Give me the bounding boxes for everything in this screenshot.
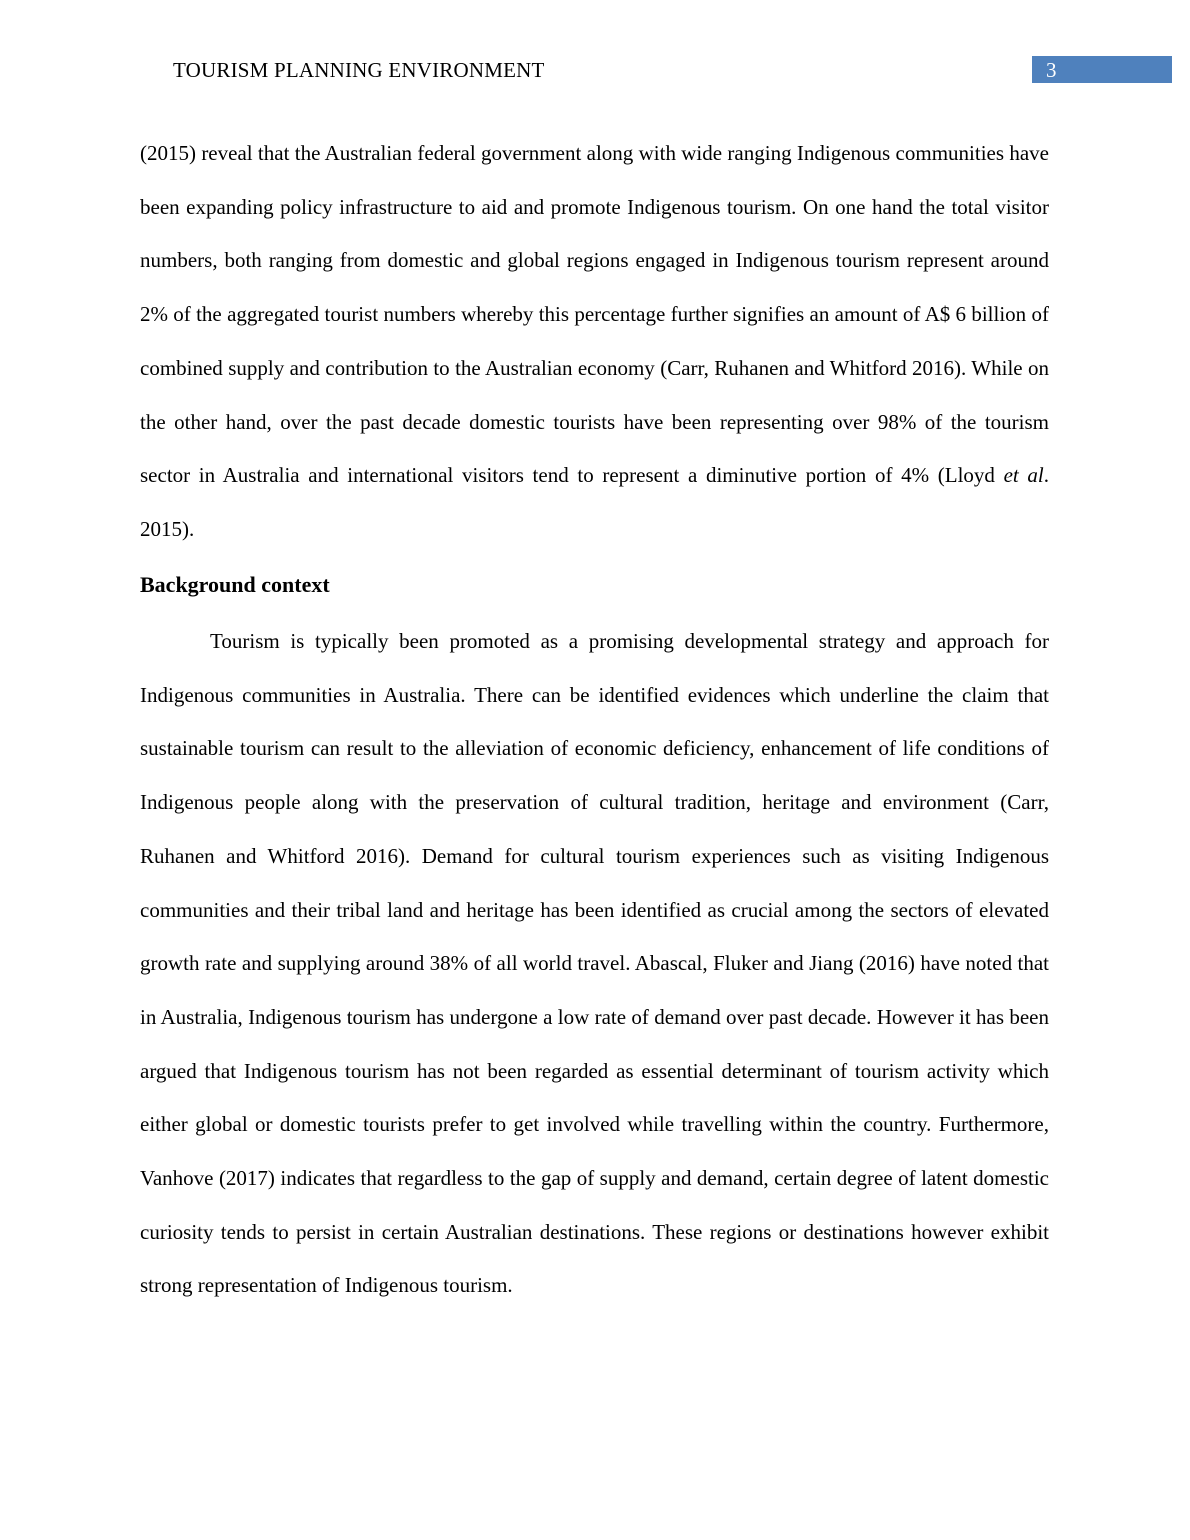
running-head: TOURISM PLANNING ENVIRONMENT	[173, 58, 545, 82]
paragraph-1-text-end: . 2015).	[140, 463, 1049, 541]
paragraph-1-text: (2015) reveal that the Australian federal government along with wide ranging Indigenous communities have been expanding policy infrastructure to aid and promote Indigenous tourism. On one hand the total visitor numbers, both ranging from domestic and global regions engaged in Indigenous tourism represent around 2% of the aggregated tourist numbers whereby this percentage further signifies an amount of A$ 6 billion of combined supply and contribution to the Australian economy (Carr, Ruhanen and Whitford 2016). While on the other hand, over the past decade domestic tourists have been representing over 98% of the tourism sector in Australia and international visitors tend to represent a diminutive portion of 4% (Lloyd	[140, 141, 1049, 488]
citation-et-al: et al	[1003, 463, 1044, 488]
page-number: 3	[1046, 58, 1057, 82]
section-heading: Background context	[140, 572, 330, 597]
body-paragraph-1	[140, 127, 1049, 557]
body-paragraph-2: Tourism is typically been promoted as a promising developmental strategy and approach for Indigenous communities in Australia. There can be identified evidences which underline the claim that sustainable tourism can result to the alleviation of economic deficiency, enhancement of life conditions of Indigenous people along with the preservation of cultural tradition, heritage and environment (Carr, Ruhanen and Whitford 2016). Demand for cultural tourism experiences such as visiting Indigenous communities and their tribal land and heritage has been identified as crucial among the sectors of elevated growth rate and supplying around 38% of all world travel. Abascal, Fluker and Jiang (2016) have noted that in Australia, Indigenous tourism has undergone a low rate of demand over past decade. However it has been argued that Indigenous tourism has not been regarded as essential determinant of tourism activity which either global or domestic tourists prefer to get involved while travelling within the country. Furthermore, Vanhove (2017) indicates that regardless to the gap of supply and demand, certain degree of latent domestic curiosity tends to persist in certain Australian destinations. These regions or destinations however exhibit strong representation of Indigenous tourism.	[140, 629, 1049, 1298]
page-number-box	[1032, 56, 1172, 83]
